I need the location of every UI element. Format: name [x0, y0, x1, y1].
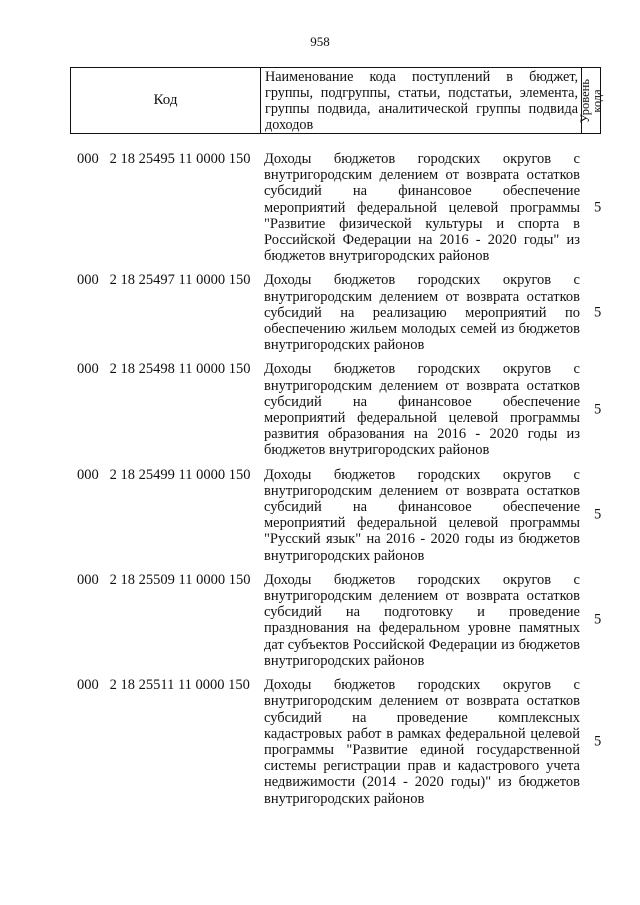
row-revenue-code: 2 18 25497 11 0000 150	[109, 272, 251, 289]
row-code	[77, 467, 250, 484]
row-revenue-code: 2 18 25511 11 0000 150	[109, 677, 250, 694]
header-level: Уровень кода	[578, 78, 604, 123]
header-row	[71, 68, 601, 134]
row-admin-code: 000	[77, 677, 99, 694]
row-code	[77, 572, 250, 589]
table-row	[0, 677, 640, 807]
table-row	[0, 467, 640, 564]
table-row	[0, 272, 640, 353]
code-list	[0, 151, 640, 815]
row-code	[77, 272, 250, 289]
header-code: Код	[71, 68, 261, 134]
row-level: 5	[594, 733, 602, 750]
header-name: Наименование кода поступлений в бюджет, группы, подгруппы, статьи, подстатьи, элемента, группы подвида, аналитической группы подвида доходов	[261, 68, 582, 134]
row-revenue-code: 2 18 25509 11 0000 150	[109, 571, 251, 588]
row-level: 5	[594, 506, 602, 523]
table-row	[0, 361, 640, 458]
row-admin-code: 000	[77, 151, 99, 167]
row-level: 5	[594, 199, 602, 216]
row-name: Доходы бюджетов городских округов с внутригородским делением от возврата остатков субсидий на финансовое обеспечение мероприятий федеральной целевой программы развития образования на 2016 - 2020 годы из бюджетов внутригородских районов	[264, 361, 580, 459]
row-name: Доходы бюджетов городских округов с внутригородским делением от возврата остатков субсидий на реализацию мероприятий по обеспечению жильем молодых семей из бюджетов внутригородских районов	[264, 272, 580, 354]
row-name: Доходы бюджетов городских округов с внутригородским делением от возврата остатков субсидий на проведение комплексных кадастровых работ в рамках федеральной целевой программы "Развитие единой государственной системы регистрации прав и кадастрового учета недвижимости (2014 - 2020 годы)" из бюджетов внутригородских районов	[264, 677, 580, 807]
table-row	[0, 151, 640, 264]
row-code	[77, 361, 250, 378]
row-code	[77, 677, 250, 694]
row-level: 5	[594, 611, 602, 628]
row-admin-code: 000	[77, 361, 99, 378]
page-number: 958	[310, 34, 330, 49]
row-code	[77, 151, 250, 168]
header-level-cell	[578, 68, 604, 134]
row-admin-code: 000	[77, 466, 99, 483]
table-header	[70, 67, 604, 134]
row-name: Доходы бюджетов городских округов с внутригородским делением от возврата остатков субсидий на финансовое обеспечение мероприятий федеральной целевой программы "Развитие физической культуры и спорта в Российской Федерации на 2016 - 2020 годы" из бюджетов внутригородских районов	[264, 151, 580, 265]
row-name: Доходы бюджетов городских округов с внутригородским делением от возврата остатков субсидий на финансовое обеспечение мероприятий федеральной целевой программы "Русский язык" на 2016 - 2020 годы из бюджетов внутригородских районов	[264, 466, 580, 564]
row-revenue-code: 2 18 25498 11 0000 150	[109, 361, 251, 378]
row-admin-code: 000	[77, 571, 99, 588]
row-admin-code: 000	[77, 272, 99, 289]
table-row	[0, 572, 640, 669]
row-level: 5	[594, 401, 602, 418]
row-revenue-code: 2 18 25495 11 0000 150	[109, 151, 251, 167]
row-level: 5	[594, 304, 602, 321]
row-revenue-code: 2 18 25499 11 0000 150	[109, 466, 251, 483]
row-name: Доходы бюджетов городских округов с внутригородским делением от возврата остатков субсидий на подготовку и проведение празднования на федеральном уровне памятных дат субъектов Российской Федерации из бюджетов внутригородских районов	[264, 571, 580, 669]
